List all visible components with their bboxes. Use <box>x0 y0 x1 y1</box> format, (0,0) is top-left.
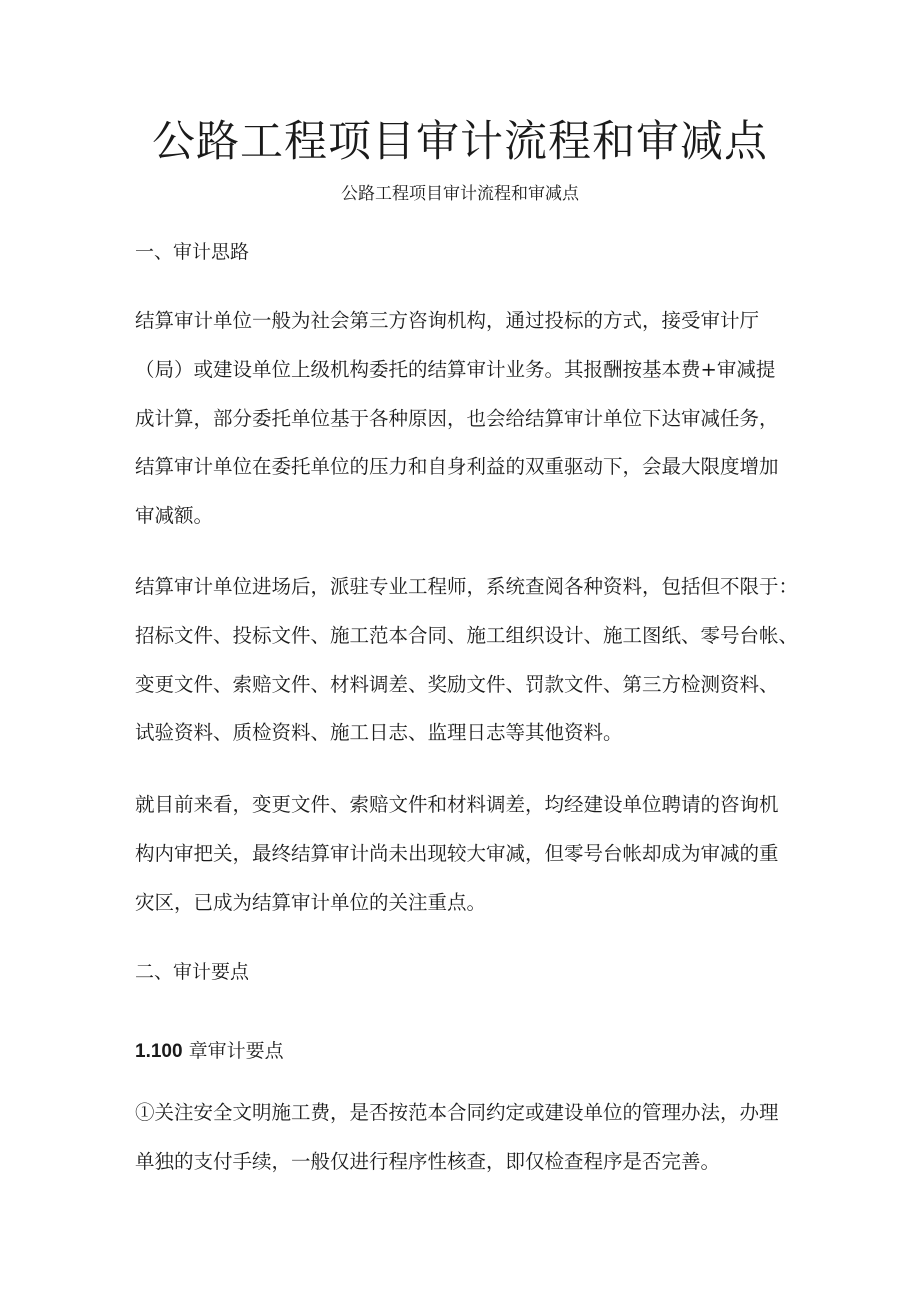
paragraph-line: ①关注安全文明施工费，是否按范本合同约定或建设单位的管理办法，办理 <box>135 1101 779 1124</box>
paragraph-line: 招标文件、投标文件、施工范本合同、施工组织设计、施工图纸、零号台帐、 <box>135 623 799 647</box>
paragraph-line: 就目前来看，变更文件、索赔文件和材料调差，均经建设单位聘请的咨询机 <box>135 793 779 816</box>
document-subtitle: 公路工程项目审计流程和审减点 <box>341 184 579 204</box>
paragraph <box>135 1089 795 1187</box>
subsection-label: 章审计要点 <box>188 1040 284 1062</box>
paragraph-line: 试验资料、质检资料、施工日志、监理日志等其他资料。 <box>135 721 623 745</box>
paragraph-line: 成计算，部分委托单位基于各种原因，也会给结算审计单位下达审减任务， <box>135 406 779 430</box>
paragraph-line: 结算审计单位进场后，派驻专业工程师，系统查阅各种资料，包括但不限于： <box>135 575 799 598</box>
paragraph-line: 结算审计单位在委托单位的压力和自身利益的双重驱动下，会最大限度增加 <box>135 455 779 479</box>
section-heading: 一、审计思路 <box>135 241 250 263</box>
paragraph-line: 灾区，已成为结算审计单位的关注重点。 <box>135 890 487 914</box>
paragraph-line: 单独的支付手续，一般仅进行程序性核查，即仅检查程序是否完善。 <box>135 1149 721 1173</box>
paragraph-line: （局）或建设单位上级机构委托的结算审计业务。其报酬按基本费+审减提 <box>135 357 776 381</box>
paragraph-line: 变更文件、索赔文件、材料调差、奖励文件、罚款文件、第三方检测资料、 <box>135 672 779 696</box>
paragraph-line: 构内审把关，最终结算审计尚未出现较大审减，但零号台帐却成为审减的重 <box>135 841 779 865</box>
paragraph <box>135 297 795 541</box>
paragraph <box>135 781 795 927</box>
document-title: 公路工程项目审计流程和审减点 <box>152 117 768 167</box>
subsection-number: 1.100 <box>135 1041 183 1062</box>
paragraph-line: 审减额。 <box>135 504 214 528</box>
paragraph-line: 结算审计单位一般为社会第三方咨询机构，通过投标的方式，接受审计厅 <box>135 309 760 332</box>
subsection-heading <box>135 1036 284 1067</box>
section-heading: 二、审计要点 <box>135 961 250 983</box>
paragraph <box>135 563 799 758</box>
